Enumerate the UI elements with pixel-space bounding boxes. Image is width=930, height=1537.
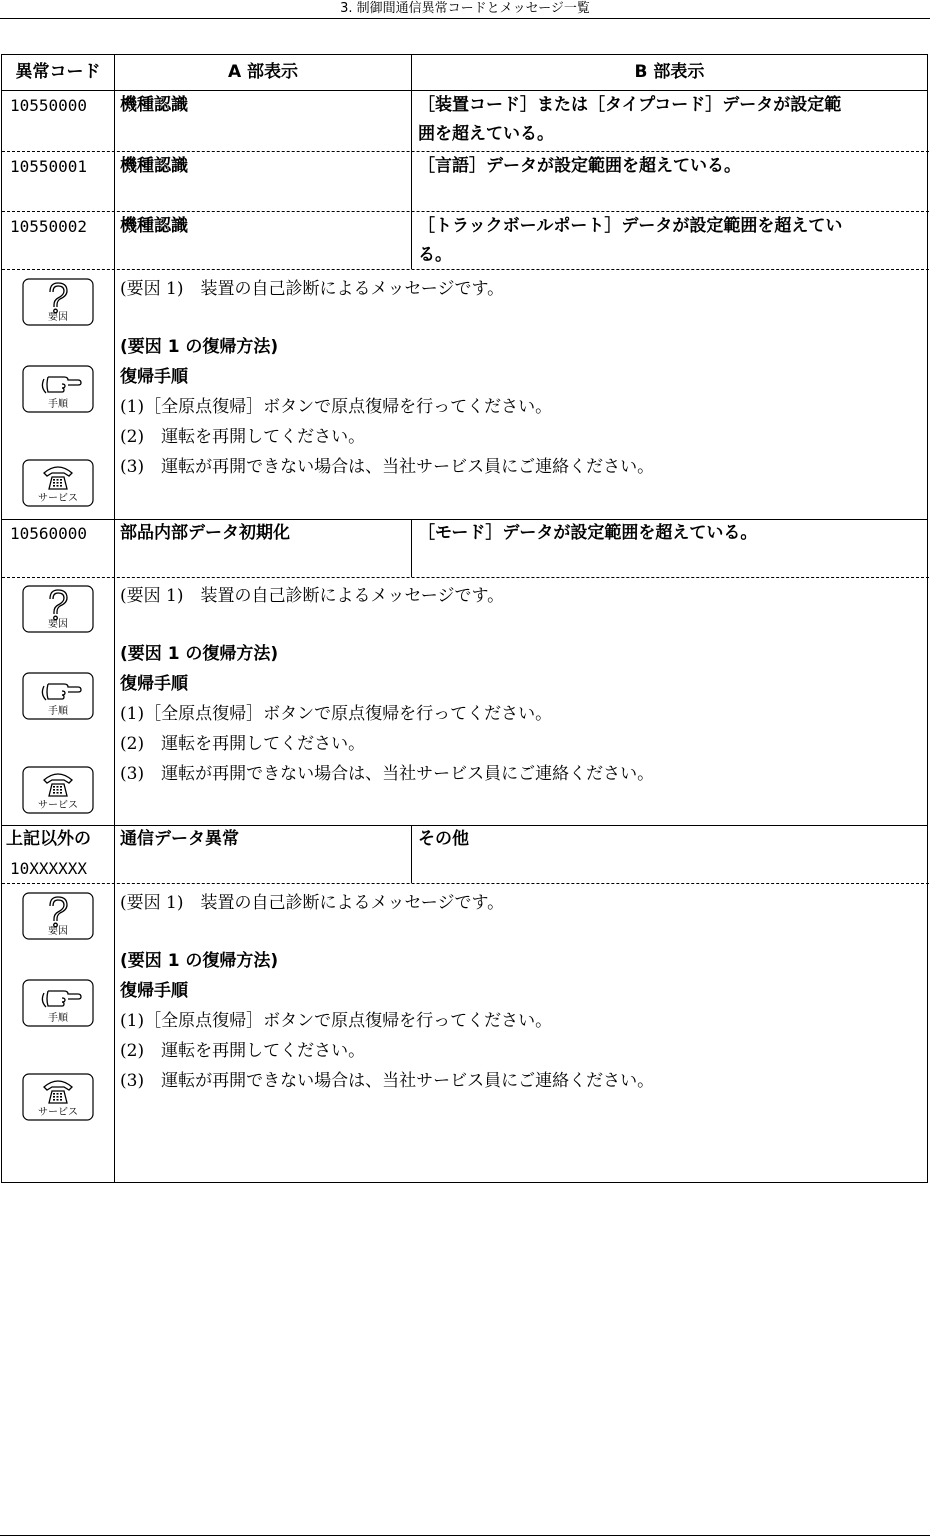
a-other: 通信データ異常	[120, 829, 239, 849]
row-divider	[2, 883, 929, 884]
question-icon	[22, 278, 94, 326]
step-2: (2) 運転を再開してください。	[120, 734, 366, 754]
step-1: (1)［全原点復帰］ボタンで原点復帰を行ってください。	[120, 704, 553, 724]
icon-label: 手順	[48, 1013, 68, 1024]
detail-block-1	[120, 274, 654, 482]
icon-label: 要因	[48, 312, 68, 323]
icon-label: サービス	[38, 800, 78, 811]
cause-text: (要因 1) 装置の自己診断によるメッセージです。	[120, 893, 505, 913]
code-10560000: 10560000	[10, 524, 88, 543]
row-divider	[2, 577, 929, 578]
code-other-line1: 上記以外の	[6, 829, 91, 849]
b-10550000-line2: 囲を超えている。	[418, 124, 554, 144]
telephone-icon	[22, 1073, 94, 1121]
page-header-title: 3. 制御間通信異常コードとメッセージ一覧	[340, 1, 590, 16]
col-divider-2b	[411, 519, 412, 577]
icon-label: 要因	[48, 926, 68, 937]
procedure-title: 復帰手順	[120, 367, 188, 387]
header-b: B 部表示	[634, 62, 705, 82]
step-2: (2) 運転を再開してください。	[120, 1041, 366, 1061]
step-3: (3) 運転が再開できない場合は、当社サービス員にご連絡ください。	[120, 764, 655, 784]
a-10550000: 機種認識	[120, 95, 188, 115]
header-a: A 部表示	[227, 62, 299, 82]
b-10550002-line1: ［トラックボールポート］データが設定範囲を超えてい	[418, 216, 843, 236]
detail-block-2	[120, 581, 654, 789]
step-1: (1)［全原点復帰］ボタンで原点復帰を行ってください。	[120, 1011, 553, 1031]
col-divider-2c	[411, 825, 412, 883]
pointing-hand-icon	[22, 365, 94, 413]
code-other-line2: 10XXXXXX	[10, 859, 88, 878]
remedy-title: (要因 1 の復帰方法)	[120, 337, 279, 357]
icon-label: 手順	[48, 706, 68, 717]
b-10550001: ［言語］データが設定範囲を超えている。	[418, 156, 741, 176]
header-code: 異常コード	[15, 62, 101, 82]
remedy-title: (要因 1 の復帰方法)	[120, 951, 279, 971]
icon-label: 手順	[48, 399, 68, 410]
b-10560000: ［モード］データが設定範囲を超えている。	[418, 523, 758, 543]
step-2: (2) 運転を再開してください。	[120, 427, 366, 447]
detail-block-3	[120, 888, 654, 1096]
a-10560000: 部品内部データ初期化	[120, 523, 290, 543]
question-icon	[22, 892, 94, 940]
cause-text: (要因 1) 装置の自己診断によるメッセージです。	[120, 586, 505, 606]
procedure-title: 復帰手順	[120, 674, 188, 694]
cause-text: (要因 1) 装置の自己診断によるメッセージです。	[120, 279, 505, 299]
a-10550001: 機種認識	[120, 156, 188, 176]
col-divider-left	[114, 269, 115, 1183]
code-10550001: 10550001	[10, 157, 88, 176]
page-footer-line	[0, 1535, 930, 1536]
procedure-title: 復帰手順	[120, 981, 188, 1001]
b-10550002-line2: る。	[418, 245, 452, 265]
code-10550000: 10550000	[10, 96, 88, 115]
b-10550000-line1: ［装置コード］または［タイプコード］データが設定範	[418, 95, 842, 115]
icon-label: 要因	[48, 619, 68, 630]
icon-label: サービス	[38, 493, 78, 504]
b-other: その他	[418, 829, 469, 849]
question-icon	[22, 585, 94, 633]
pointing-hand-icon	[22, 672, 94, 720]
row-divider	[2, 269, 929, 270]
icon-label: サービス	[38, 1107, 78, 1118]
error-code-table	[1, 54, 928, 1183]
telephone-icon	[22, 459, 94, 507]
a-10550002: 機種認識	[120, 216, 188, 236]
step-1: (1)［全原点復帰］ボタンで原点復帰を行ってください。	[120, 397, 553, 417]
pointing-hand-icon	[22, 979, 94, 1027]
telephone-icon	[22, 766, 94, 814]
code-10550002: 10550002	[10, 217, 88, 236]
step-3: (3) 運転が再開できない場合は、当社サービス員にご連絡ください。	[120, 457, 655, 477]
page-header	[0, 0, 930, 19]
step-3: (3) 運転が再開できない場合は、当社サービス員にご連絡ください。	[120, 1071, 655, 1091]
remedy-title: (要因 1 の復帰方法)	[120, 644, 279, 664]
